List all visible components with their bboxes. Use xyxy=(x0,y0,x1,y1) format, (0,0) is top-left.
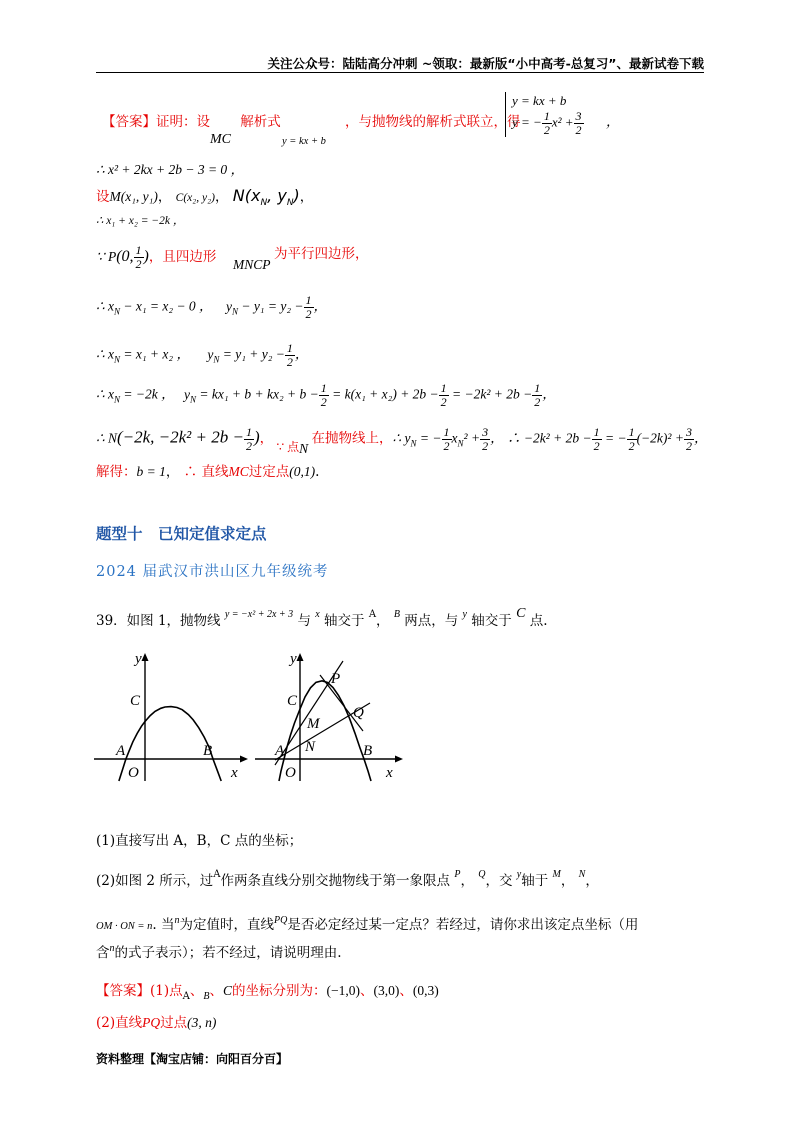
num: 1 xyxy=(443,425,450,439)
label-a: A xyxy=(275,743,285,759)
text: ) xyxy=(293,186,300,205)
den: 2 xyxy=(305,307,312,321)
text: ， xyxy=(606,114,620,129)
line-pq xyxy=(320,675,363,731)
part1: (1)直接写出 A，B，C 点的坐标； xyxy=(96,833,303,849)
system-eq2 xyxy=(512,110,584,137)
text: − x₁ = x₂ − 0 ， xyxy=(119,298,213,314)
footer-text: 资料整理【淘宝店铺：向阳百分百】 xyxy=(96,1052,289,1066)
part2-line1 xyxy=(96,870,599,894)
math: B xyxy=(393,609,400,620)
text: − y₁ = y₂ − xyxy=(237,298,304,314)
sub: N xyxy=(457,438,464,449)
answer1-line7 xyxy=(96,342,308,369)
text: 为平行四边形， xyxy=(274,246,369,262)
text: 、 xyxy=(359,983,374,999)
text: 作两条直线分别交抛物线于第一象限点 xyxy=(220,873,451,889)
fraction xyxy=(542,110,552,137)
text: (−2k, −2k² + 2b − xyxy=(116,427,244,447)
fraction xyxy=(627,426,637,453)
fraction xyxy=(244,426,254,453)
text: x xyxy=(451,430,458,446)
text: 为定值时，直线 xyxy=(179,917,274,933)
text: 点. xyxy=(529,613,548,629)
den: 2 xyxy=(628,439,635,453)
den: 2 xyxy=(443,439,450,453)
text: 两点，与 xyxy=(404,613,459,629)
math: y xyxy=(516,869,522,880)
math: A xyxy=(368,609,377,620)
text: ， xyxy=(313,298,328,314)
text: N(x xyxy=(232,186,261,205)
fraction xyxy=(574,110,584,137)
answer1-line9 xyxy=(96,425,708,456)
label-b: B xyxy=(203,743,213,759)
math: PQ xyxy=(142,1015,161,1030)
math: PQ xyxy=(273,915,288,926)
math: n xyxy=(109,943,115,954)
math: y = −x² + 2x + 3 xyxy=(224,609,294,620)
label-p: P xyxy=(331,671,341,687)
math: C xyxy=(222,983,232,998)
text: 解析式 xyxy=(240,114,281,130)
text: 轴交于 xyxy=(324,613,365,629)
label-c: C xyxy=(130,693,141,709)
label-y: y xyxy=(135,651,142,667)
fraction xyxy=(134,244,144,271)
math: (−1,0) xyxy=(326,983,360,998)
text: = k(x₁ + x₂) + 2b − xyxy=(328,386,439,402)
text: = −2k ， xyxy=(119,386,175,402)
text: ∴ x xyxy=(96,298,114,314)
text: ， xyxy=(259,430,274,446)
x-axis-arrow xyxy=(395,756,403,763)
text: N xyxy=(299,440,309,456)
text: y = − xyxy=(512,114,542,130)
text: ∴ 直线 xyxy=(183,464,229,480)
math-line-eq: y = kx + b xyxy=(282,136,326,147)
answer1-line4: ∴ x₁ + x₂ = −2k ， xyxy=(96,215,185,227)
text: (1)点 xyxy=(150,983,183,999)
figure-2 xyxy=(245,645,415,785)
equation-system xyxy=(505,92,584,137)
den: 2 xyxy=(543,123,550,137)
text: = kx₁ + b + kx₂ + b − xyxy=(195,386,319,402)
text: ， xyxy=(490,430,504,446)
text: . xyxy=(315,464,320,480)
text: (−2k)² + xyxy=(636,430,684,446)
math: P xyxy=(454,869,461,880)
num: 1 xyxy=(305,293,312,307)
math: x xyxy=(315,609,320,620)
text: ， xyxy=(299,189,314,205)
den: 2 xyxy=(534,395,541,409)
math-mc: MC xyxy=(210,132,231,147)
text: ∴ −2k² + 2b − xyxy=(506,430,592,446)
fraction xyxy=(319,382,329,409)
text: ) xyxy=(253,427,260,447)
text: (2)如图 2 所示，过 xyxy=(96,873,214,889)
label-n: N xyxy=(305,739,316,755)
answer1-line3 xyxy=(96,186,313,213)
sub: N xyxy=(213,354,220,365)
text: 证明：设 xyxy=(156,114,210,130)
math: (3, n) xyxy=(187,1015,217,1030)
text: 、 xyxy=(399,983,413,999)
text: 、 xyxy=(189,983,204,999)
answer1-line10 xyxy=(96,462,319,482)
answer2-line1 xyxy=(96,980,439,1004)
math: Q xyxy=(478,869,486,880)
label-x: x xyxy=(386,765,393,781)
text: ，交 xyxy=(485,873,513,889)
den: 2 xyxy=(245,439,252,453)
text: , y xyxy=(267,186,287,205)
answer-tag: 【答案】 xyxy=(102,114,156,130)
text: (2)直线 xyxy=(96,1015,143,1031)
label-a: A xyxy=(116,743,126,759)
den: 2 xyxy=(286,355,293,369)
math: n xyxy=(174,915,180,926)
label-b: B xyxy=(363,743,373,759)
num: 1 xyxy=(245,425,252,439)
label-c: C xyxy=(287,693,298,709)
text: ， xyxy=(585,873,599,889)
text: 与 xyxy=(297,613,311,629)
sub: N xyxy=(189,394,196,405)
header-divider xyxy=(96,72,704,73)
answer1-line8 xyxy=(96,382,556,409)
text: 含 xyxy=(96,945,110,961)
text: 设 xyxy=(96,189,110,205)
num: 1 xyxy=(593,425,600,439)
text: 轴交于 xyxy=(471,613,512,629)
text: y xyxy=(183,386,190,402)
fraction xyxy=(304,294,314,321)
text: ∴ N xyxy=(96,430,117,446)
label-m: M xyxy=(307,716,320,732)
math: A xyxy=(182,991,190,1002)
answer1-line2: ∴ x² + 2kx + 2b − 3 = 0 ， xyxy=(96,162,245,177)
text: 过点 xyxy=(160,1015,188,1031)
source-label: 2024 届武汉市洪山区九年级统考 xyxy=(96,564,329,580)
fraction xyxy=(684,426,694,453)
math: b = 1 xyxy=(136,464,166,479)
text: ，与抛物线的解析式联立，得 xyxy=(345,114,521,130)
text: ， xyxy=(165,464,180,480)
text: = −2k² + 2b − xyxy=(448,386,533,402)
sub: N xyxy=(260,198,268,209)
y-axis-arrow xyxy=(142,653,149,661)
math: y xyxy=(462,609,467,620)
text: = − xyxy=(601,430,627,446)
num: 3 xyxy=(685,425,692,439)
math: M xyxy=(552,869,561,880)
den: 2 xyxy=(440,395,447,409)
system-eq1: y = kx + b xyxy=(512,93,567,108)
text: ∴ y xyxy=(392,430,411,446)
text: ， xyxy=(693,430,708,446)
text: 在抛物线上， xyxy=(311,430,393,446)
text: 解得： xyxy=(96,464,137,480)
text: ² + xyxy=(463,430,481,446)
num: 1 xyxy=(543,109,550,123)
label-y: y xyxy=(290,651,297,667)
text: ， xyxy=(460,873,474,889)
math: B xyxy=(203,991,210,1002)
sub: N xyxy=(113,354,120,365)
page-header: 关注公众号：陆陆高分冲刺 ~领取：最新版“小中高考-总复习”、最新试卷下载 xyxy=(267,56,704,71)
label-x: x xyxy=(231,765,238,781)
label-o: O xyxy=(285,765,296,781)
text: . 当 xyxy=(152,917,175,933)
text: ， xyxy=(294,346,309,362)
answer-tag: 【答案】 xyxy=(96,983,150,999)
den: 2 xyxy=(320,395,327,409)
num: 1 xyxy=(286,341,293,355)
math: (0,1) xyxy=(289,464,316,479)
text: = − xyxy=(416,430,442,446)
text: ) xyxy=(143,248,149,265)
num: 1 xyxy=(440,381,447,395)
math: A xyxy=(213,869,221,880)
text: ∵ 点 xyxy=(276,439,300,454)
math: MC xyxy=(228,464,249,479)
figure-1 xyxy=(90,645,250,785)
math: (3,0) xyxy=(373,983,400,998)
math: OM · ON = n xyxy=(96,921,153,932)
fraction xyxy=(480,426,490,453)
den: 2 xyxy=(135,257,142,271)
sub: N xyxy=(410,438,417,449)
num: 1 xyxy=(135,243,142,257)
den: 2 xyxy=(593,439,600,453)
question-line1 xyxy=(96,606,548,634)
text: 是否必定经过某一定点？若经过，请你求出该定点坐标（用 xyxy=(287,917,639,933)
math: N xyxy=(578,869,586,880)
text: ， xyxy=(560,873,575,889)
fraction xyxy=(439,382,449,409)
answer1-line1 xyxy=(102,112,281,132)
text: x² + xyxy=(551,114,574,130)
fraction xyxy=(532,382,542,409)
text: = y₁ + y₂ − xyxy=(219,346,285,362)
text: 、 xyxy=(209,983,223,999)
text: y xyxy=(225,298,232,314)
label-o: O xyxy=(128,765,139,781)
math-n-point xyxy=(232,186,300,209)
math: C xyxy=(516,606,526,621)
num: 3 xyxy=(482,425,489,439)
math: M(x₁, y₁) xyxy=(109,189,158,204)
sub: N xyxy=(113,394,120,405)
text: 的坐标分别为： xyxy=(231,983,327,999)
sub: N xyxy=(113,306,120,317)
text: 轴于 xyxy=(521,873,549,889)
fraction xyxy=(285,342,295,369)
sub: N xyxy=(231,306,238,317)
num: 3 xyxy=(575,109,582,123)
fraction xyxy=(442,426,452,453)
sub: N xyxy=(286,198,294,209)
text: y xyxy=(207,346,214,362)
answer2-line2 xyxy=(96,1012,216,1034)
text: ， xyxy=(376,613,390,629)
den: 2 xyxy=(685,439,692,453)
text: ，且四边形 xyxy=(148,249,217,265)
num: 1 xyxy=(534,381,541,395)
text: ∵ P xyxy=(96,249,117,264)
text: (0, xyxy=(116,248,134,265)
math: (0,3) xyxy=(412,983,439,998)
den: 2 xyxy=(575,123,582,137)
den: 2 xyxy=(482,439,489,453)
num: 1 xyxy=(628,425,635,439)
part2-line3 xyxy=(96,942,342,966)
math-mncp: MNCP xyxy=(233,257,271,272)
text: ∴ x xyxy=(96,346,114,362)
text: ∴ x xyxy=(96,386,114,402)
num: 1 xyxy=(320,381,327,395)
text: = x₁ + x₂ ， xyxy=(119,346,190,362)
answer1-line6 xyxy=(96,294,327,321)
text: ， xyxy=(214,189,229,205)
fraction xyxy=(592,426,602,453)
answer1-line5 xyxy=(96,244,216,271)
part2-line2 xyxy=(96,914,638,938)
y-axis-arrow xyxy=(297,653,304,661)
math: C(x₂, y₂) xyxy=(175,192,215,204)
section-title: 题型十 已知定值求定点 xyxy=(96,525,267,543)
text: 的式子表示）；若不经过，请说明理由. xyxy=(114,945,342,961)
text: ， xyxy=(542,386,556,402)
text: 过定点 xyxy=(248,464,290,480)
text: 39．如图 1，抛物线 xyxy=(96,613,221,629)
text: ， xyxy=(157,189,172,205)
label-q: Q xyxy=(353,705,364,721)
